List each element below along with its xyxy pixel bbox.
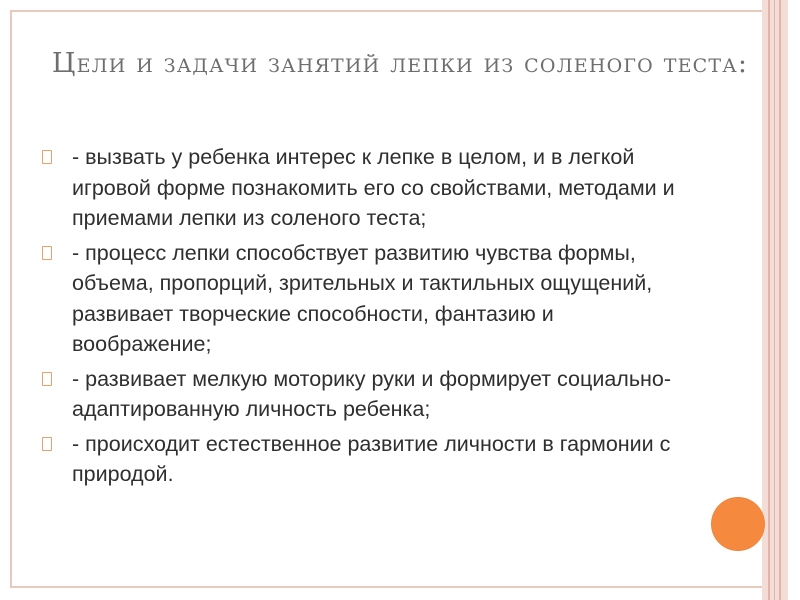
bullet-text: - вызвать у ребенка интерес к лепке в целом, и в легкой игровой форме познакомить его со свойствами, методами и приемами лепки из соленого теста; [72, 145, 675, 230]
right-decorative-band [762, 0, 788, 600]
bullet-square-icon [42, 246, 52, 260]
bullet-item [42, 429, 682, 490]
bullet-list [42, 142, 682, 494]
bullet-text: - развивает мелкую моторику руки и формирует социально-адаптированную личность ребенка; [72, 366, 672, 421]
bullet-item [42, 238, 682, 360]
slide-title: Цели и задачи занятий лепки из соленого теста: [51, 48, 749, 79]
orange-circle-decoration [711, 497, 765, 551]
bullet-text: - происходит естественное развитие личности в гармонии с природой. [72, 431, 671, 486]
bullet-square-icon [42, 372, 52, 386]
bullet-item [42, 142, 682, 234]
bullet-square-icon [42, 150, 52, 164]
bullet-square-icon [42, 437, 52, 451]
right-decorative-line [774, 0, 775, 600]
bullet-text: - процесс лепки способствует развитию чувства формы, объема, пропорций, зрительных и тактильных ощущений, развивает творческие способности, фантазию и воображение; [72, 240, 653, 356]
right-decorative-line [768, 0, 770, 600]
right-decorative-line [779, 0, 781, 600]
bullet-item [42, 364, 682, 425]
